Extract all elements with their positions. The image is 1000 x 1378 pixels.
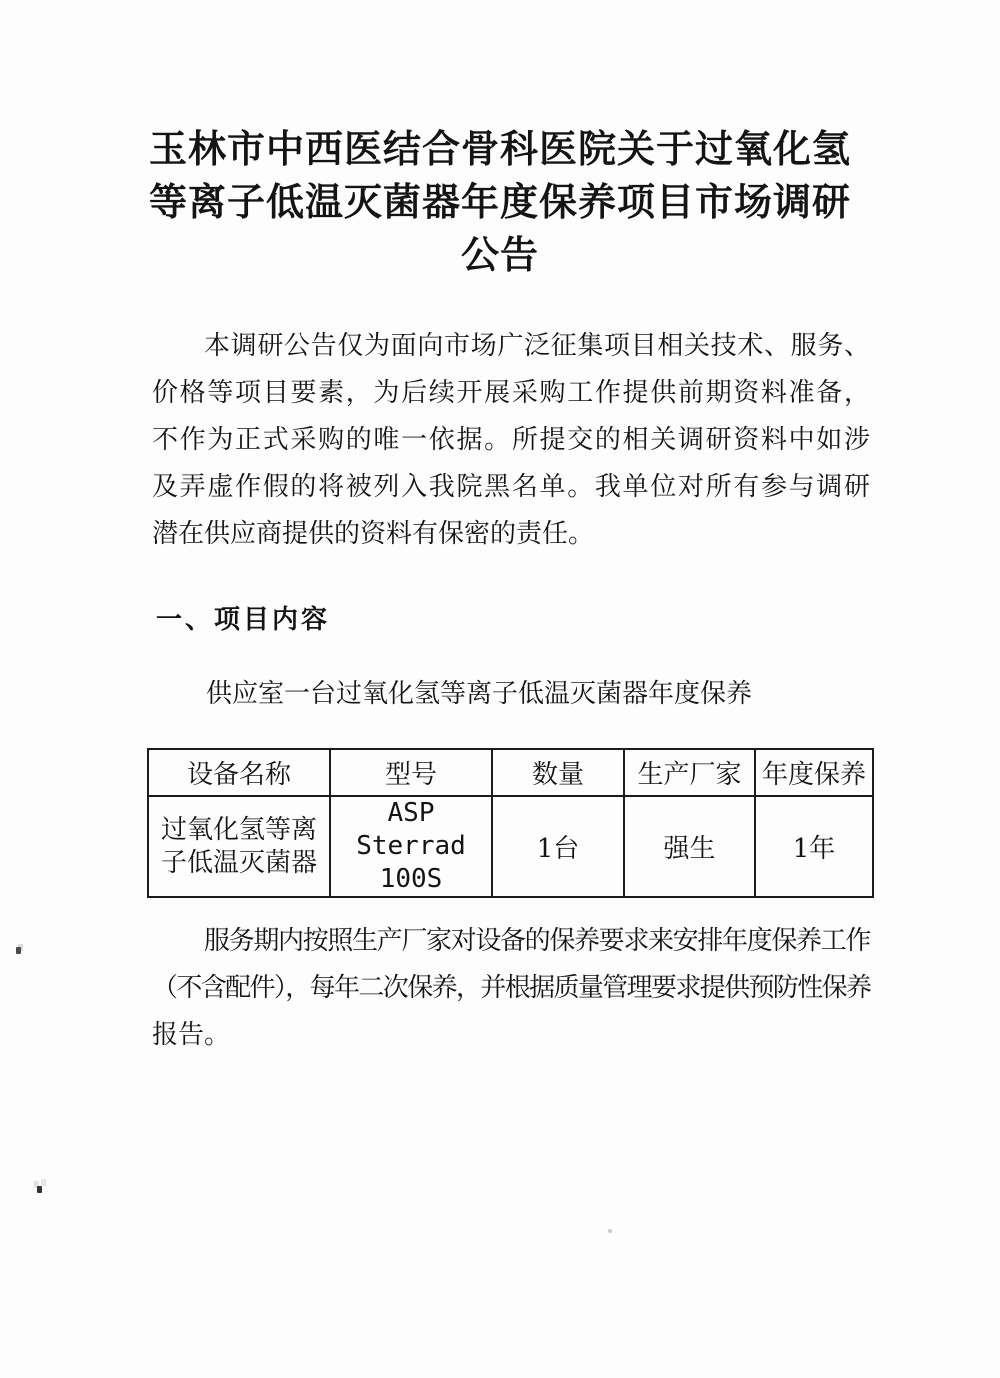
header-manufacturer: 生产厂家	[624, 749, 755, 796]
page-title	[0, 122, 1000, 281]
cell-manufacturer: 强生	[624, 796, 755, 897]
table-header-row	[148, 749, 873, 796]
section-heading: 一、项目内容	[156, 605, 331, 635]
header-quantity: 数量	[492, 749, 624, 796]
intro-paragraph	[152, 323, 870, 558]
text-line: 服务期内按照生产厂家对设备的保养要求来安排年度保养工作	[204, 926, 871, 956]
scan-speck	[608, 1229, 612, 1233]
cell-model: ASP Sterrad 100S	[330, 796, 492, 897]
text-line: 不作为正式采购的唯一依据。所提交的相关调研资料中如涉	[152, 425, 870, 455]
table-row	[148, 796, 873, 897]
equipment-table	[147, 748, 874, 898]
header-term: 年度保养	[755, 749, 873, 796]
cell-term: 1年	[755, 796, 873, 897]
text-line: 等离子低温灭菌器年度保养项目市场调研	[148, 179, 851, 224]
cell-device-name: 过氧化氢等离子低温灭菌器	[148, 796, 330, 897]
text-line: 玉林市中西医结合骨科医院关于过氧化氢	[148, 126, 851, 171]
header-device-name: 设备名称	[148, 749, 330, 796]
text-line: 价格等项目要素，为后续开展采购工作提供前期资料准备，	[152, 378, 870, 408]
section-intro-line: 供应室一台过氧化氢等离子低温灭菌器年度保养	[206, 679, 753, 709]
text-line: （不含配件），每年二次保养，并根据质量管理要求提供预防性保养	[152, 973, 870, 1003]
text-line: 公告	[460, 232, 539, 277]
text-line: 本调研公告仅为面向市场广泛征集项目相关技术、服务、	[204, 331, 870, 361]
scan-speck	[37, 1186, 42, 1193]
header-model: 型号	[330, 749, 492, 796]
cell-quantity: 1台	[492, 796, 624, 897]
text-line: 潜在供应商提供的资料有保密的责任。	[152, 519, 595, 549]
service-paragraph	[152, 918, 870, 1059]
text-line: 报告。	[152, 1020, 231, 1050]
scan-speck	[16, 947, 21, 954]
text-line: 及弄虚作假的将被列入我院黑名单。我单位对所有参与调研	[152, 472, 870, 502]
